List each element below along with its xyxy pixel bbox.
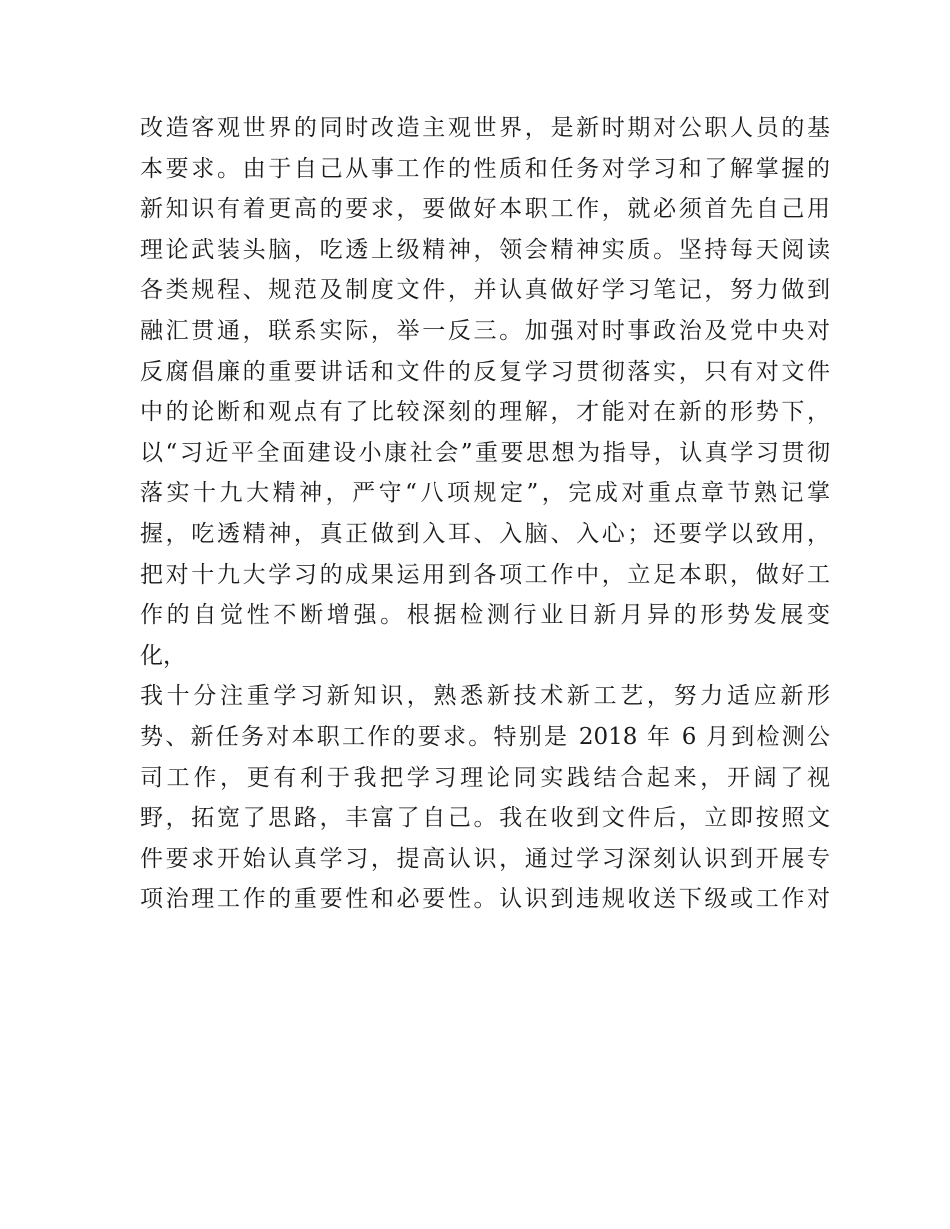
text-line-2: 本要求。由于自己从事工作的性质和任务对学习和了解掌握的	[140, 155, 830, 182]
text-line-5: 各类规程、规范及制度文件，并认真做好学习笔记，努力做到	[140, 277, 830, 304]
text-line-3: 新知识有着更高的要求，要做好本职工作，就必须首先自己用	[140, 196, 830, 223]
text-line-13: 作的自觉性不断增强。根据检测行业日新月异的形势发展变	[140, 602, 830, 629]
body-text	[140, 108, 830, 920]
text-line-17: 司工作，更有利于我把学习理论同实践结合起来，开阔了视	[140, 764, 830, 791]
text-line-12: 把对十九大学习的成果运用到各项工作中，立足本职，做好工	[140, 561, 830, 588]
text-line-1: 改造客观世界的同时改造主观世界，是新时期对公职人员的基	[140, 115, 830, 141]
text-line-20: 项治理工作的重要性和必要性。认识到违规收送下级或工作对	[140, 886, 830, 913]
text-line-15: 我十分注重学习新知识，熟悉新技术新工艺，努力适应新形	[140, 683, 830, 710]
text-line-7: 反腐倡廉的重要讲话和文件的反复学习贯彻落实，只有对文件	[140, 358, 830, 385]
text-line-14: 化，	[140, 642, 186, 669]
text-line-16: 势、新任务对本职工作的要求。特别是 2018 年 6 月到检测公	[140, 723, 830, 750]
text-line-6: 融汇贯通，联系实际，举一反三。加强对时事政治及党中央对	[140, 317, 830, 344]
text-line-11: 握，吃透精神，真正做到入耳、入脑、入心；还要学以致用，	[140, 520, 830, 547]
text-line-10: 落实十九大精神，严守“八项规定”，完成对重点章节熟记掌	[140, 480, 830, 507]
text-line-8: 中的论断和观点有了比较深刻的理解，才能对在新的形势下，	[140, 399, 830, 426]
text-line-9: 以“习近平全面建设小康社会”重要思想为指导，认真学习贯彻	[140, 439, 830, 466]
text-line-18: 野，拓宽了思路，丰富了自己。我在收到文件后，立即按照文	[140, 805, 830, 832]
text-line-4: 理论武装头脑，吃透上级精神，领会精神实质。坚持每天阅读	[140, 236, 830, 263]
text-line-19: 件要求开始认真学习，提高认识，通过学习深刻认识到开展专	[140, 845, 830, 872]
